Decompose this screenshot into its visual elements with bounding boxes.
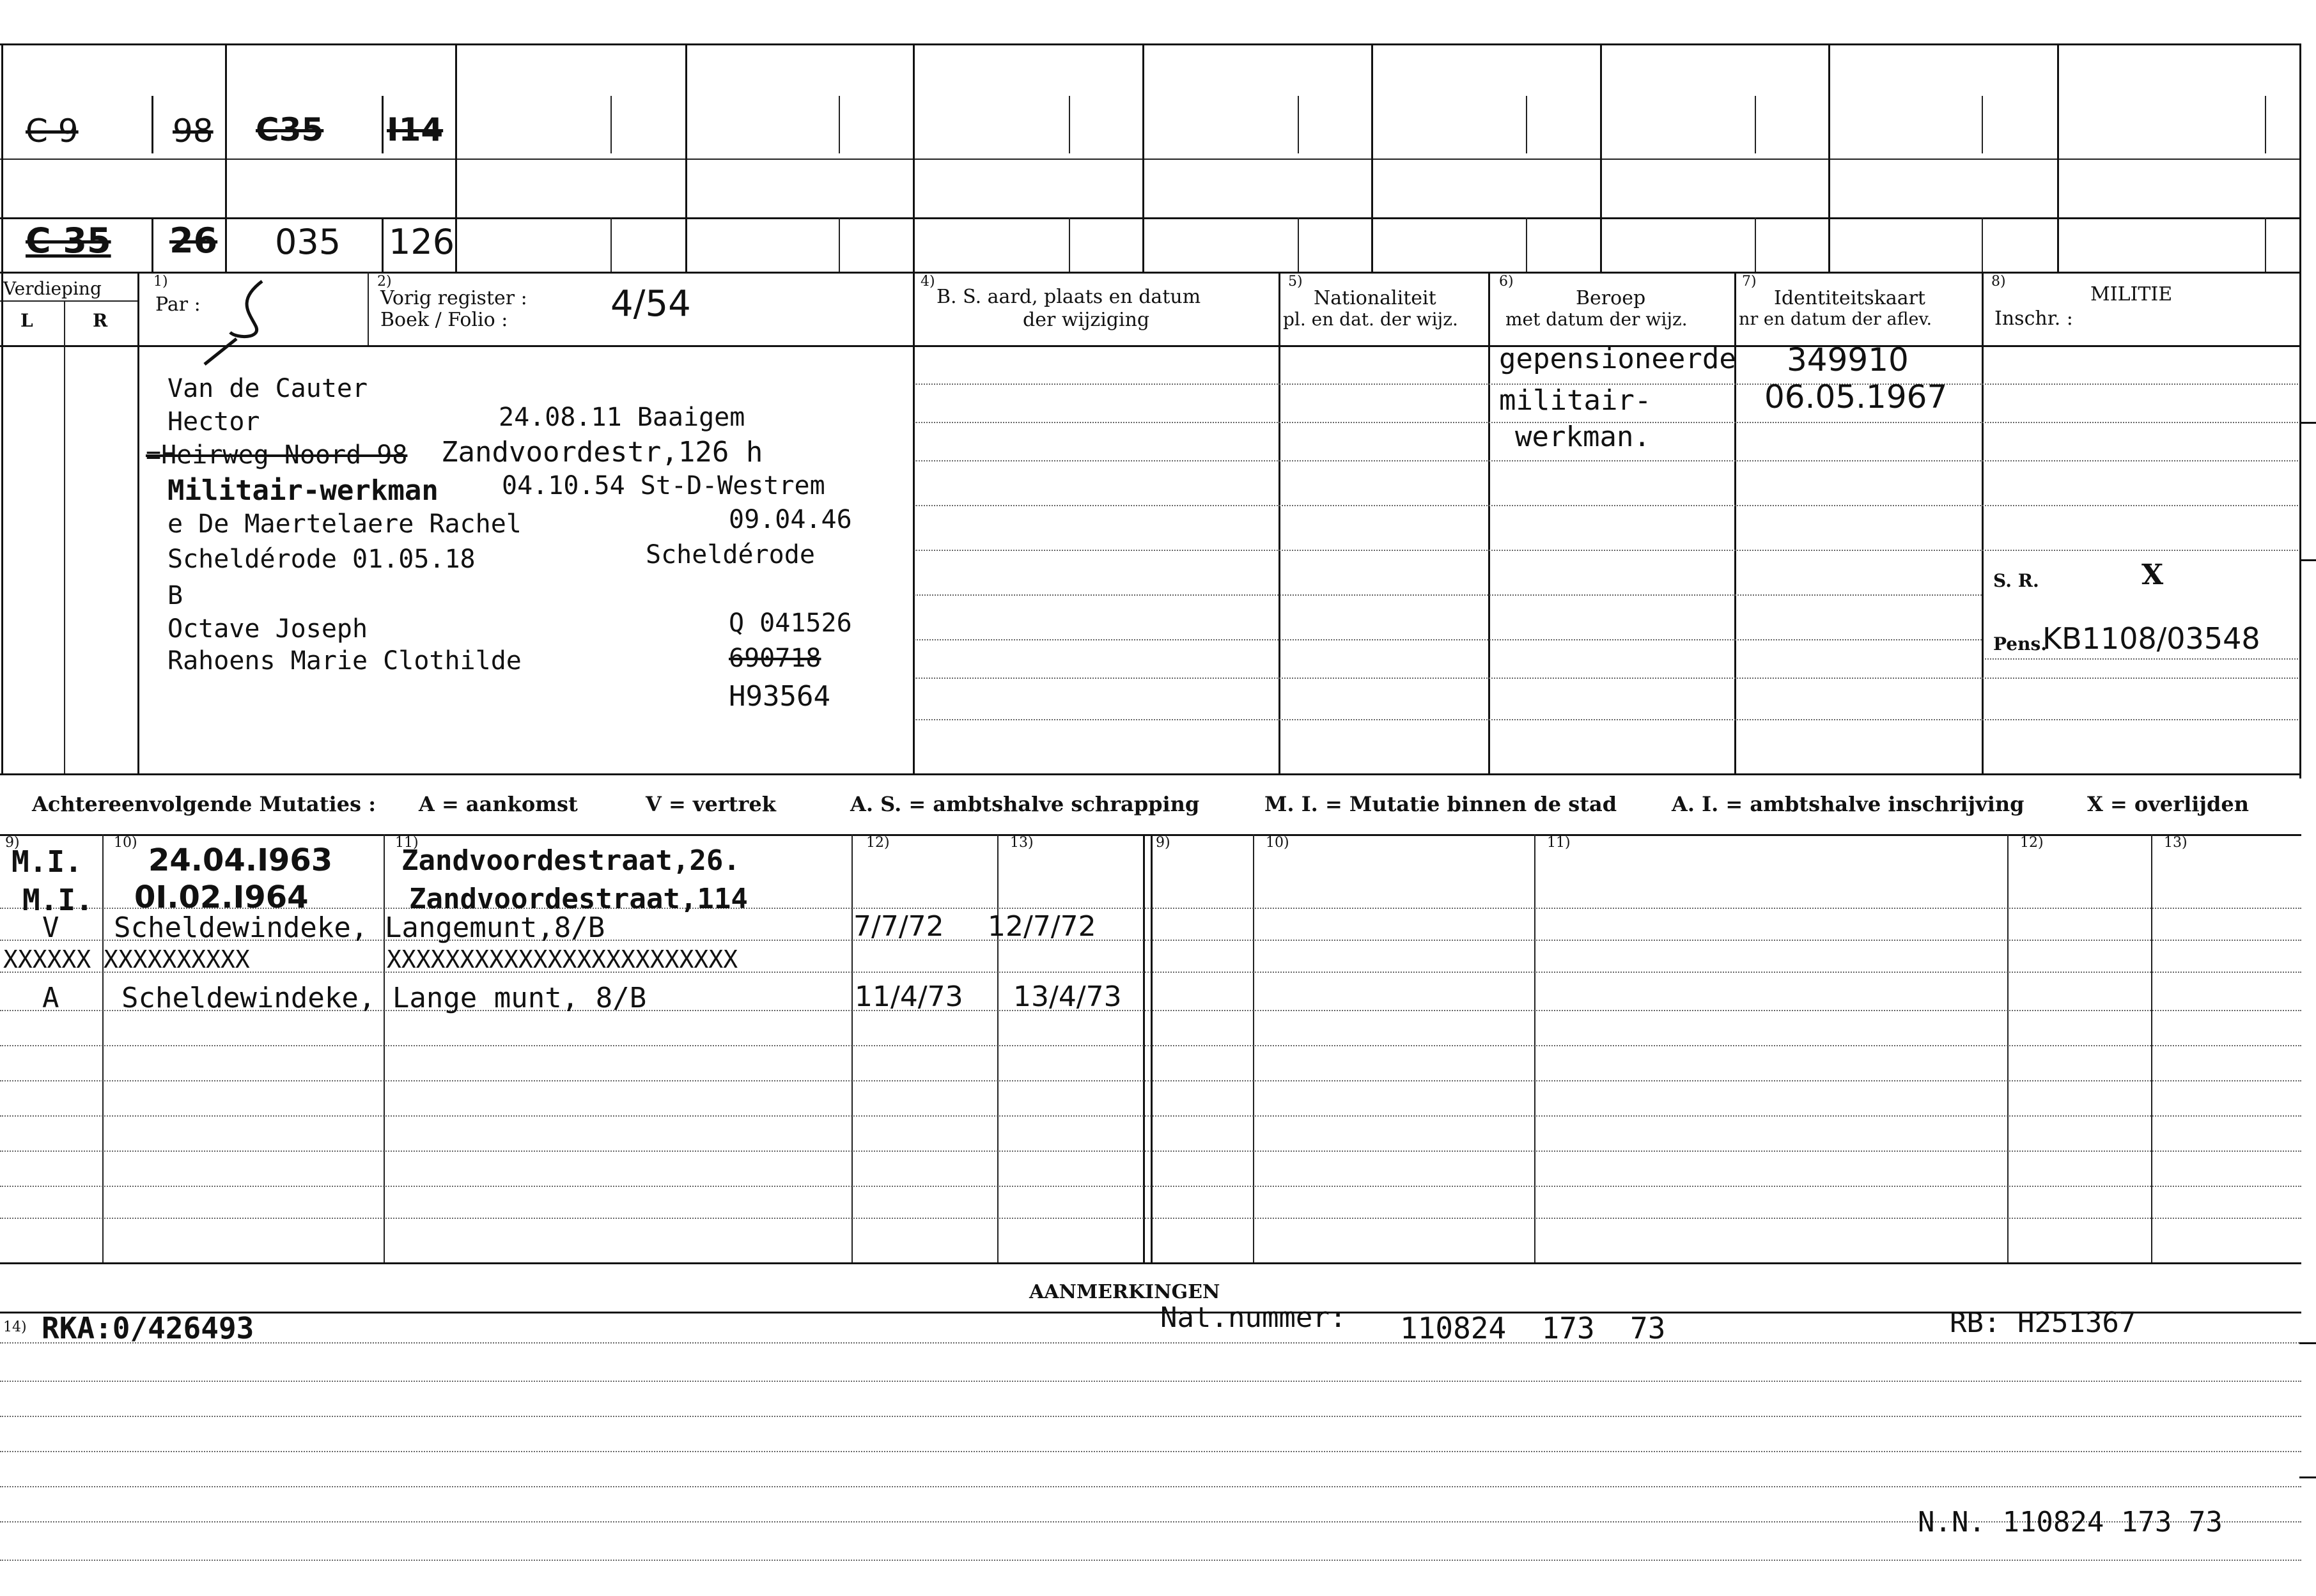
person-ref1: Q 041526 xyxy=(729,608,852,638)
person-line-father: Octave Joseph xyxy=(167,614,368,644)
legend-item-v: V = vertrek xyxy=(646,792,776,816)
rb-value: RB: H251367 xyxy=(1950,1306,2136,1339)
legend-item-x: X = overlijden xyxy=(2087,792,2249,816)
person-line-b: B xyxy=(167,581,183,610)
id-header-2: nr en datum der aflev. xyxy=(1739,309,1932,329)
sr-value: X xyxy=(2141,559,2164,591)
vorig-register-label: Vorig register : xyxy=(380,287,527,309)
mut-row3-type: V xyxy=(42,911,59,944)
mut-right-h10: 10) xyxy=(1266,835,1289,851)
par-label: Par : xyxy=(155,293,201,316)
person-line-mother: Rahoens Marie Clothilde xyxy=(167,646,522,676)
r-label: R xyxy=(93,310,108,331)
person-place2: Scheldérode xyxy=(646,540,815,569)
beroep-line-2: militair- xyxy=(1499,384,1652,417)
identiteit-date: 06.05.1967 xyxy=(1764,378,1948,415)
mut-row2-address: Zandvoordestraat,114 xyxy=(409,883,748,915)
boek-folio-label: Boek / Folio : xyxy=(380,309,508,331)
person-ref2: 690718 xyxy=(729,644,821,673)
person-address: Zandvoordestr,126 h xyxy=(441,436,763,469)
person-ref3: H93564 xyxy=(729,680,830,713)
mut-row1-date: 24.04.I963 xyxy=(148,842,333,878)
inschr-label: Inschr. : xyxy=(1994,307,2073,330)
mut-row3-date: Scheldewindeke, Langemunt,8/B xyxy=(114,911,605,944)
mut-left-h11: 11) xyxy=(395,835,419,851)
mut-left-h9: 9) xyxy=(5,835,20,851)
person-line-profession: Militair-werkman xyxy=(167,474,439,507)
person-birth: 24.08.11 Baaigem xyxy=(499,403,745,432)
top-row1-cell2: 98 xyxy=(173,112,214,150)
top-row2-cell3: 035 xyxy=(275,222,341,262)
mut-row2-type: M.I. xyxy=(22,883,93,917)
mut-row1-address: Zandvoordestraat,26. xyxy=(401,844,740,877)
mut-row1-type: M.I. xyxy=(12,844,82,879)
n2-label: 2) xyxy=(377,274,392,290)
top-row1-cell1: C 9 xyxy=(26,112,79,150)
bs-header-2: der wijziging xyxy=(1023,309,1150,331)
person-marriage: 04.10.54 St-D-Westrem xyxy=(502,471,825,500)
mut-row5-c13: 13/4/73 xyxy=(1013,980,1122,1013)
nat-nummer-value: 110824 173 73 xyxy=(1400,1311,1666,1345)
mut-right-h12: 12) xyxy=(2020,835,2044,851)
mut-row3-c13: 12/7/72 xyxy=(988,910,1096,943)
beroep-line-1: gepensioneerde xyxy=(1499,343,1736,375)
mut-row5-c12: 11/4/73 xyxy=(855,980,963,1013)
legend-item-as: A. S. = ambtshalve schrapping xyxy=(850,792,1200,816)
signature-mark xyxy=(192,275,294,377)
n6-label: 6) xyxy=(1499,274,1514,290)
verdieping-label: Verdieping xyxy=(3,278,102,299)
mut-row4-address: XXXXXXXXXXXXXXXXXXXXXXXX xyxy=(387,945,738,973)
beroep-line-3: werkman. xyxy=(1515,421,1651,453)
legend-title: Achtereenvolgende Mutaties : xyxy=(32,792,376,816)
mut-left-h10: 10) xyxy=(114,835,137,851)
mut-right-h11: 11) xyxy=(1547,835,1571,851)
n4-label: 4) xyxy=(921,274,935,290)
legend-item-ai: A. I. = ambtshalve inschrijving xyxy=(1672,792,2025,816)
mut-right-h13: 13) xyxy=(2164,835,2188,851)
aanmerkingen-n14: 14) xyxy=(3,1319,27,1335)
sr-label: S. R. xyxy=(1993,570,2039,591)
mut-row4-date: XXXXXXXXXX xyxy=(104,945,250,973)
identiteit-number: 349910 xyxy=(1787,341,1909,378)
beroep-header-1: Beroep xyxy=(1576,287,1646,309)
person-line-firstname: Hector xyxy=(167,407,260,437)
mut-row2-date: 0I.02.I964 xyxy=(134,879,309,915)
mut-row5-type: A xyxy=(42,982,59,1014)
mut-left-h12: 12) xyxy=(866,835,890,851)
nat-nummer-label: Nat.nummer: xyxy=(1160,1301,1347,1334)
bs-header-1: B. S. aard, plaats en datum xyxy=(937,286,1201,308)
n1-label: 1) xyxy=(153,274,168,290)
pens-value: KB1108/03548 xyxy=(2042,621,2260,656)
legend-item-a: A = aankomst xyxy=(419,792,578,816)
top-row2-cell4: 126 xyxy=(389,222,455,262)
mut-row5-date: Scheldewindeke, Lange munt, 8/B xyxy=(121,982,647,1014)
nn-footer: N.N. 110824 173 73 xyxy=(1918,1506,2223,1538)
nat-header-1: Nationaliteit xyxy=(1314,287,1436,309)
rka-value: RKA:0/426493 xyxy=(42,1311,254,1345)
aanmerkingen-title: AANMERKINGEN xyxy=(1029,1281,1220,1303)
person-line-old-address: =Heirweg Noord 98 xyxy=(146,440,408,470)
person-line-name: Van de Cauter xyxy=(167,374,368,403)
mut-left-h13: 13) xyxy=(1010,835,1034,851)
top-row1-cell4: I14 xyxy=(387,111,444,148)
person-line-spouse: e De Maertelaere Rachel xyxy=(167,509,522,539)
mut-right-h9: 9) xyxy=(1156,835,1170,851)
top-row2-cell2: 26 xyxy=(169,221,218,261)
militie-header: MILITIE xyxy=(2090,283,2173,306)
id-header-1: Identiteitskaart xyxy=(1774,287,1925,309)
nat-header-2: pl. en dat. der wijz. xyxy=(1283,309,1458,330)
legend-item-mi: M. I. = Mutatie binnen de stad xyxy=(1264,792,1617,816)
person-date2: 09.04.46 xyxy=(729,505,852,534)
mut-row4-type: XXXXXX xyxy=(3,945,91,973)
top-row2-cell1: C 35 xyxy=(26,221,111,261)
person-line-spouse-birth: Scheldérode 01.05.18 xyxy=(167,545,476,574)
n7-label: 7) xyxy=(1742,274,1757,290)
beroep-header-2: met datum der wijz. xyxy=(1505,309,1688,330)
n5-label: 5) xyxy=(1288,274,1303,290)
pens-label: Pens. xyxy=(1993,633,2047,655)
mut-row3-c12: 7/7/72 xyxy=(853,910,944,943)
top-row1-cell3: C35 xyxy=(256,111,324,148)
l-label: L xyxy=(20,310,33,331)
vorig-register-value: 4/54 xyxy=(610,283,691,325)
n8-label: 8) xyxy=(1991,274,2006,290)
